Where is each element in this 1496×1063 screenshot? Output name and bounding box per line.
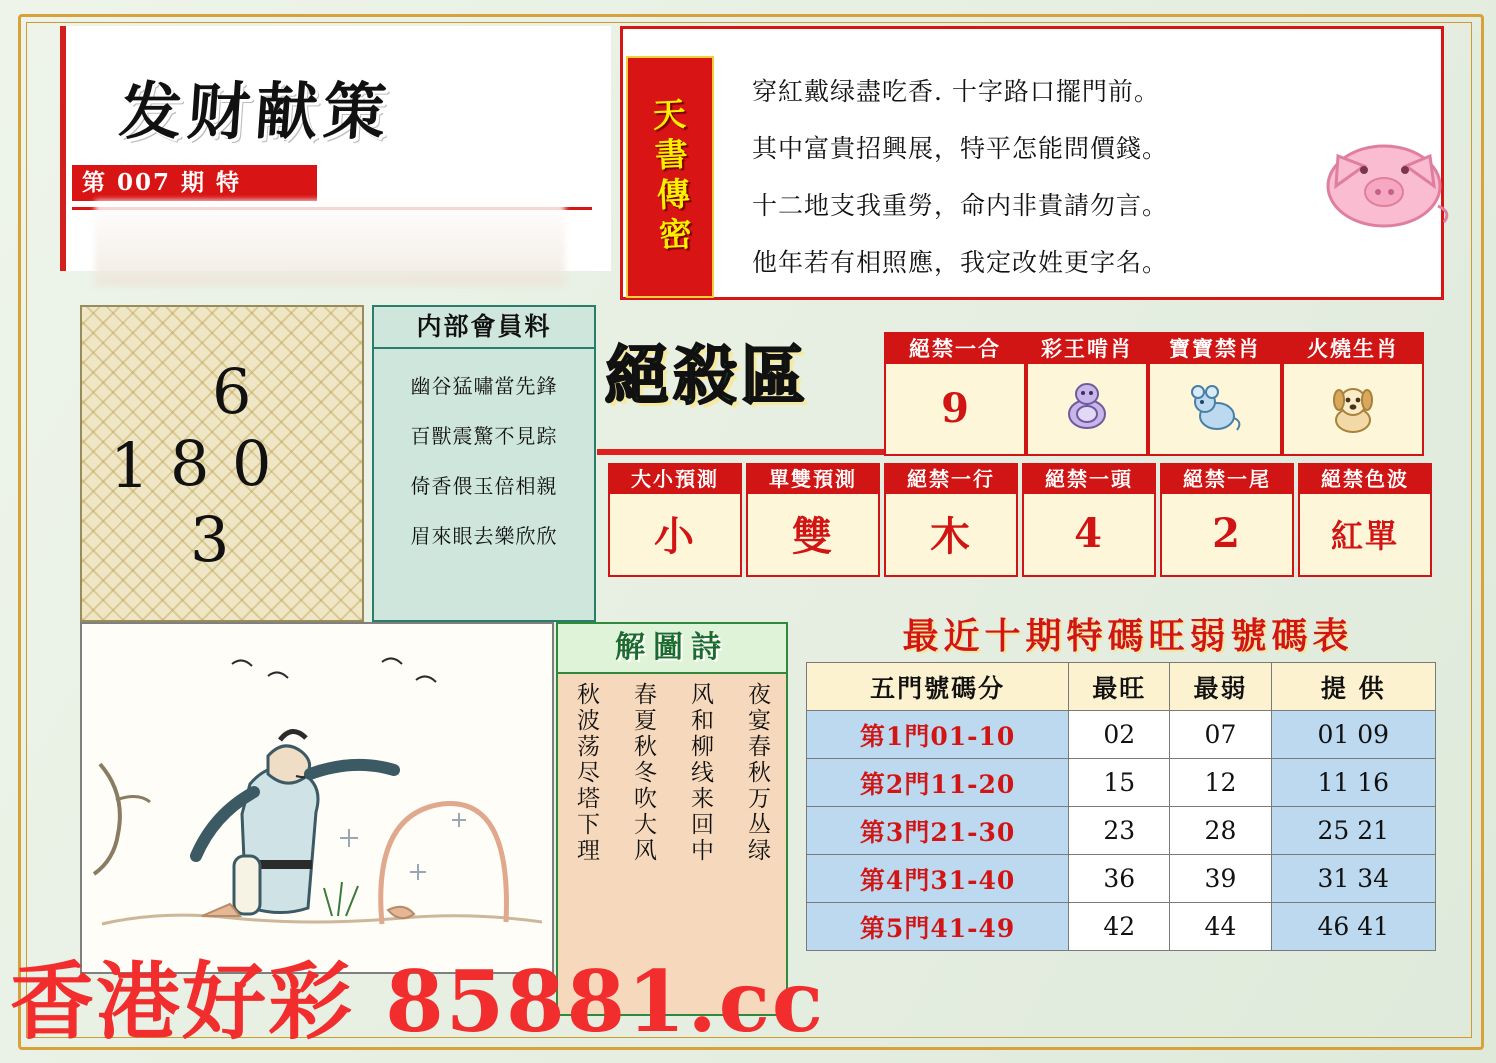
- card-header: 絕禁色波: [1300, 465, 1430, 494]
- row-hot: 02: [1069, 711, 1170, 759]
- row-cold: 39: [1170, 855, 1271, 903]
- number-1: 6: [212, 355, 252, 428]
- poem-line-4: 他年若有相照應，我定改姓更字名。: [752, 248, 1169, 277]
- member-line-4: 眉來眼去樂欣欣: [410, 524, 558, 548]
- card-header: 彩王啃肖: [1028, 334, 1146, 364]
- seal-badge: [626, 56, 714, 298]
- card-header: 絕禁一尾: [1162, 465, 1292, 494]
- card-baobao-forbidden-zodiac: [1148, 332, 1282, 456]
- hot-cold-number-table: [806, 662, 1436, 951]
- card-body: [886, 494, 1016, 573]
- dog-icon: [1323, 378, 1383, 438]
- juesha-title: 絕殺區: [605, 339, 809, 414]
- poem-line-1: 穿紅戴绿盡吃香. 十字路口擺門前。: [752, 77, 1160, 106]
- illustration-panel: [80, 622, 554, 974]
- page-title: 发财献策: [117, 75, 395, 148]
- card-value: 木: [930, 513, 972, 560]
- member-line-3: 倚香偎玉倍相親: [410, 474, 558, 498]
- card-body: [886, 364, 1024, 452]
- card-forbidden-tail: [1160, 463, 1294, 577]
- watermark: 香港好彩 85881.cc: [10, 952, 826, 1051]
- member-panel-title: 内部會員料: [374, 307, 594, 349]
- row-label: 第4門31-40: [807, 855, 1069, 903]
- ink-painting: [82, 624, 552, 972]
- card-header: 絕禁一頭: [1024, 465, 1154, 494]
- card-body: [748, 494, 878, 573]
- card-forbidden-head: [1022, 463, 1156, 577]
- card-body: [610, 494, 740, 573]
- table-title: 最近十期特碼旺弱號碼表: [902, 615, 1354, 657]
- table-header-cell: 提 供: [1271, 663, 1435, 711]
- card-header: 火燒生肖: [1284, 334, 1422, 364]
- row-cold: 12: [1170, 759, 1271, 807]
- card-size-prediction: [608, 463, 742, 577]
- table-row: [807, 807, 1436, 855]
- row-supply: 11 16: [1271, 759, 1435, 807]
- juesha-underline: [597, 449, 902, 455]
- table-header-cell: 最旺: [1069, 663, 1170, 711]
- card-forbidden-element: [884, 463, 1018, 577]
- card-value: 9: [941, 384, 969, 432]
- row-hot: 42: [1069, 903, 1170, 951]
- poem-column-3: 春夏秋冬吹大风: [630, 682, 656, 864]
- issue-badge: [72, 165, 317, 201]
- poem-column-4: 秋波荡尽塔下理: [573, 682, 599, 864]
- number-2: 1: [110, 429, 150, 502]
- member-line-2: 百獸震驚不見踪: [410, 424, 558, 448]
- table-header-cell: 最弱: [1170, 663, 1271, 711]
- card-value: 4: [1074, 510, 1104, 557]
- poem-column-1: 夜宴春秋万丛绿: [744, 682, 770, 864]
- row-cold: 28: [1170, 807, 1271, 855]
- row-supply: 46 41: [1271, 903, 1435, 951]
- pig-icon: [1306, 128, 1456, 238]
- member-info-panel: [372, 305, 596, 622]
- poem-line-3: 十二地支我重勞，命内非貴請勿言。: [752, 191, 1169, 220]
- card-forbidden-color: [1298, 463, 1432, 577]
- seal-label: 天書傳密: [646, 96, 694, 258]
- row-label: 第3門21-30: [807, 807, 1069, 855]
- table-row: [807, 759, 1436, 807]
- member-line-1: 幽谷猛嘯當先鋒: [410, 374, 558, 398]
- card-body: [1162, 494, 1292, 573]
- card-value: 小: [654, 513, 696, 560]
- card-header: 絕禁一合: [886, 334, 1024, 364]
- card-value: 2: [1212, 510, 1242, 557]
- rat-icon: [1185, 378, 1245, 438]
- row-label: 第1門01-10: [807, 711, 1069, 759]
- card-header: 寶寶禁肖: [1150, 334, 1280, 364]
- card-fire-zodiac: [1282, 332, 1424, 456]
- card-oddeven-prediction: [746, 463, 880, 577]
- snake-icon: [1057, 378, 1117, 438]
- blurred-area: [95, 200, 565, 286]
- header-poem: [752, 72, 1272, 300]
- row-supply: 31 34: [1271, 855, 1435, 903]
- card-body: [1024, 494, 1154, 573]
- row-cold: 07: [1170, 711, 1271, 759]
- poem-line-2: 其中富貴招興展，特平怎能問價錢。: [752, 134, 1169, 163]
- card-body: [1284, 364, 1422, 452]
- row-supply: 01 09: [1271, 711, 1435, 759]
- table-row: [807, 855, 1436, 903]
- table-header-row: [807, 663, 1436, 711]
- card-header: 單雙預測: [748, 465, 878, 494]
- card-forbidden-sum: [884, 332, 1026, 456]
- number-3: 8: [170, 427, 210, 500]
- number-4: 0: [232, 427, 272, 500]
- row-label: 第5門41-49: [807, 903, 1069, 951]
- row-supply: 25 21: [1271, 807, 1435, 855]
- table-row: [807, 711, 1436, 759]
- card-header: 絕禁一行: [886, 465, 1016, 494]
- row-hot: 23: [1069, 807, 1170, 855]
- issue-label: 第 007 期 特: [82, 169, 242, 196]
- row-label: 第2門11-20: [807, 759, 1069, 807]
- poem-panel-title-row: [558, 624, 786, 674]
- card-value: 紅單: [1330, 516, 1399, 555]
- lucky-numbers-panel: [80, 305, 364, 622]
- card-caiwang-zodiac: [1026, 332, 1148, 456]
- number-5: 3: [190, 503, 230, 576]
- row-cold: 44: [1170, 903, 1271, 951]
- card-value: 雙: [792, 513, 834, 560]
- row-hot: 36: [1069, 855, 1170, 903]
- card-body: [1300, 494, 1430, 573]
- poem-column-2: 风和柳线来回中: [687, 682, 713, 864]
- row-hot: 15: [1069, 759, 1170, 807]
- card-body: [1150, 364, 1280, 452]
- poem-panel-title: 解圖詩: [615, 630, 729, 665]
- card-header: 大小預測: [610, 465, 740, 494]
- card-body: [1028, 364, 1146, 452]
- table-header-cell: 五門號碼分: [807, 663, 1069, 711]
- juesha-heading: [605, 325, 895, 415]
